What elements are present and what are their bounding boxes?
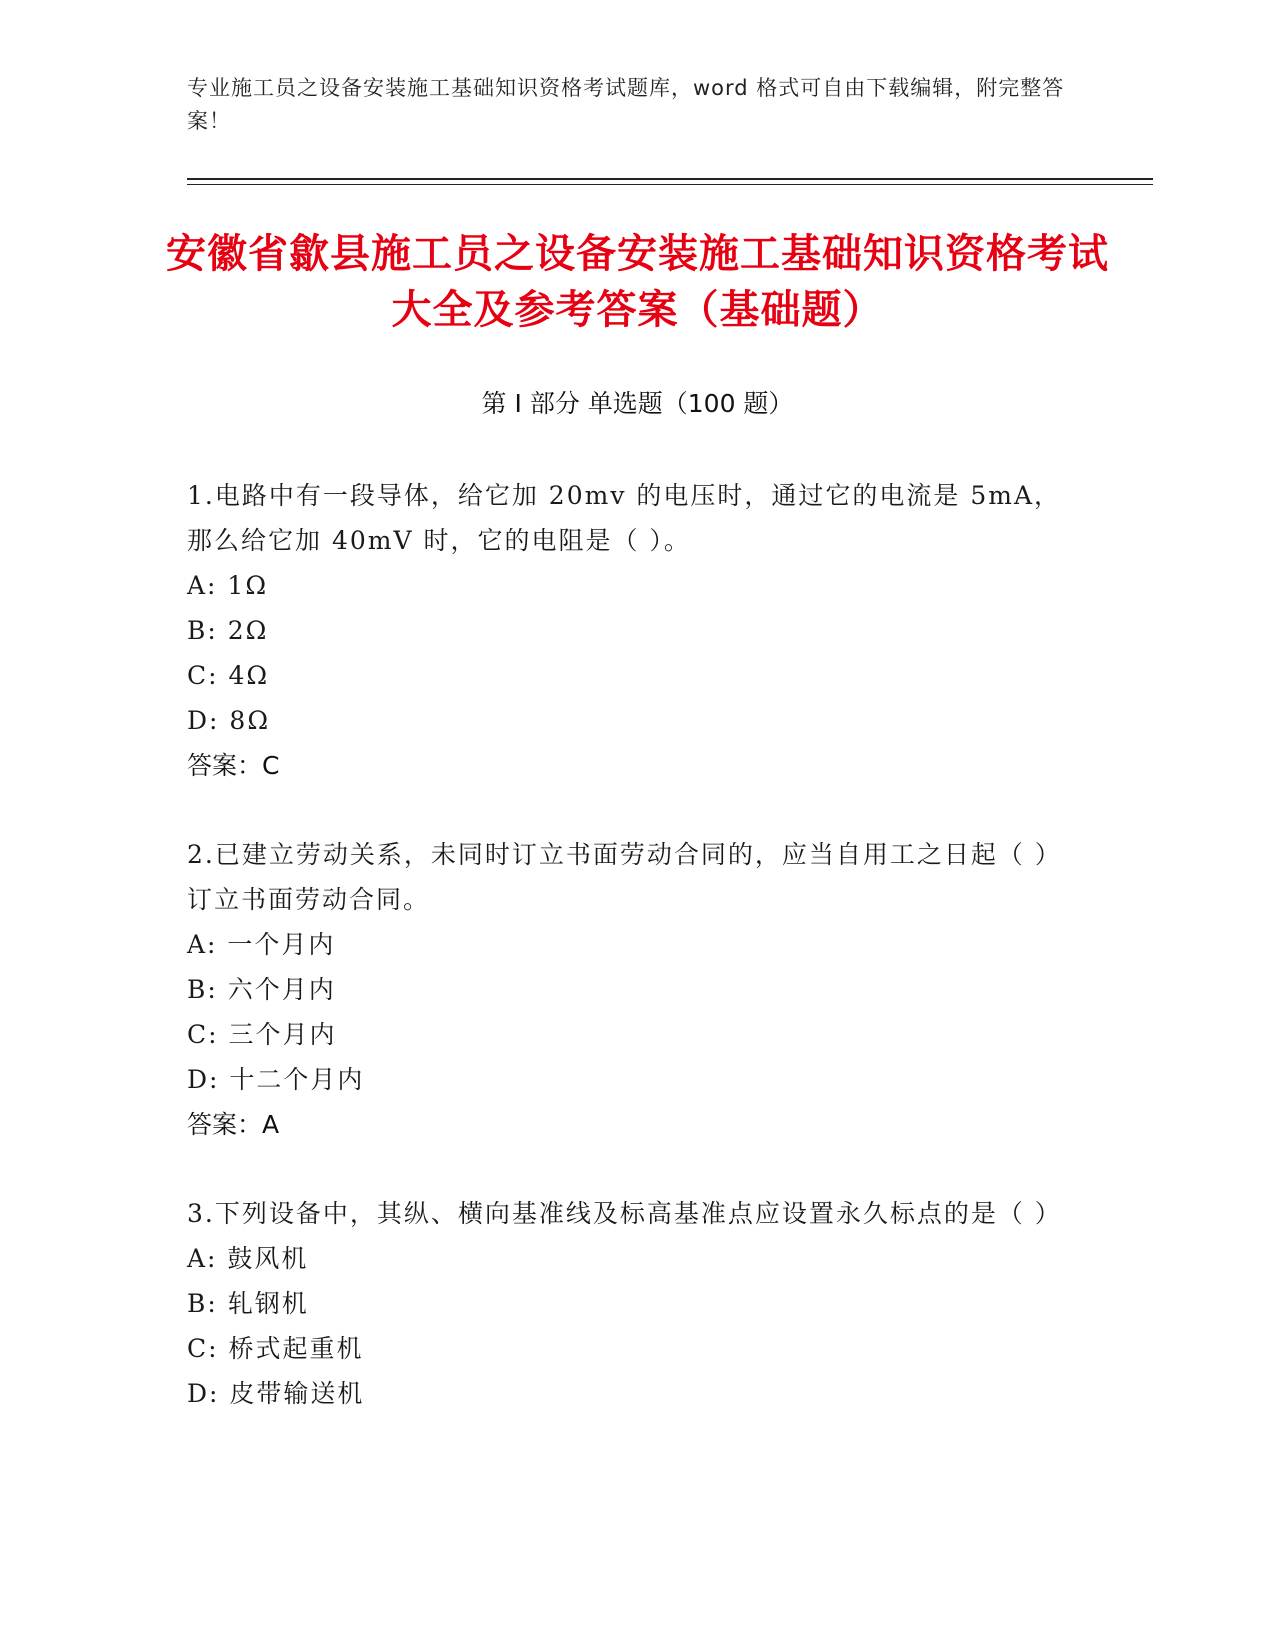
- option-a: A: 鼓风机: [187, 1244, 309, 1273]
- answer-line: 答案：C: [187, 751, 280, 780]
- question-list: [187, 473, 1067, 1460]
- header-note: 专业施工员之设备安装施工基础知识资格考试题库，word 格式可自由下载编辑，附完整答案！: [187, 76, 1065, 133]
- option-d: D: 十二个月内: [187, 1065, 365, 1094]
- answer-line: 答案：A: [187, 1110, 280, 1139]
- question-2: [187, 832, 1067, 1147]
- question-stem: 3.下列设备中，其纵、横向基准线及标高基准点应设置永久标点的是（ ）: [187, 1199, 1062, 1228]
- option-b: B: 2Ω: [187, 616, 269, 645]
- option-c: C: 三个月内: [187, 1020, 337, 1049]
- document-title: 安徽省歙县施工员之设备安装施工基础知识资格考试大全及参考答案（基础题）: [166, 231, 1109, 333]
- option-c: C: 4Ω: [187, 661, 270, 690]
- question-1: [187, 473, 1067, 788]
- option-d: D: 皮带输送机: [187, 1379, 365, 1408]
- section-title: 第 I 部分 单选题（100 题）: [481, 389, 794, 418]
- option-a: A: 1Ω: [187, 571, 269, 600]
- option-c: C: 桥式起重机: [187, 1334, 364, 1363]
- header-rule-thin: [187, 184, 1153, 185]
- header-rule-thick: [187, 178, 1153, 180]
- question-stem: 2.已建立劳动关系，未同时订立书面劳动合同的，应当自用工之日起（ ）订立书面劳动合同。: [187, 840, 1062, 914]
- question-3: [187, 1191, 1067, 1416]
- option-d: D: 8Ω: [187, 706, 271, 735]
- option-b: B: 轧钢机: [187, 1289, 309, 1318]
- question-stem: 1.电路中有一段导体，给它加 20mv 的电压时，通过它的电流是 5mA，那么给它加 40mV 时，它的电阻是（ ）。: [187, 481, 1062, 555]
- option-b: B: 六个月内: [187, 975, 336, 1004]
- option-a: A: 一个月内: [187, 930, 336, 959]
